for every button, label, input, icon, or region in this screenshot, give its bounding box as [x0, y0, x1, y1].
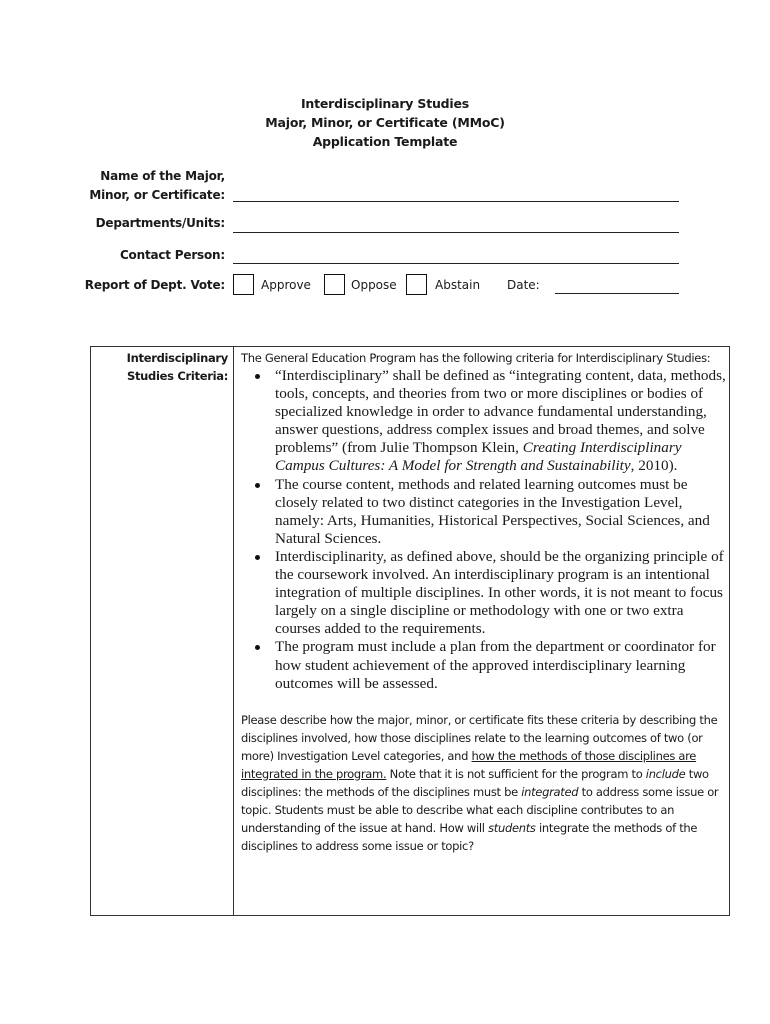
contact-field-label: Contact Person:	[119, 248, 225, 262]
title-line-3: Application Template	[312, 134, 458, 149]
criteria-item-organizing-principle: Interdisciplinarity, as defined above, should be the organizing principle of the coursework involved. An interdisciplinary program is an intentional integration of multiple disciplines. In other words, it is not meant to focus largely on a single discipline or methodology with one or two extra courses added to the requirements.	[241, 548, 727, 638]
criteria-list	[241, 367, 727, 693]
oppose-label: Oppose	[351, 278, 397, 292]
criteria-intro: The General Education Program has the following criteria for Interdisciplinary Studies:	[241, 351, 711, 365]
title-line-1: Interdisciplinary Studies	[300, 96, 470, 111]
oppose-checkbox[interactable]	[324, 274, 345, 295]
abstain-label: Abstain	[435, 278, 481, 292]
criteria-label	[91, 349, 228, 385]
criteria-label-line-1: Interdisciplinary	[126, 351, 228, 365]
describe-integrated-emphasis: integrated	[521, 784, 579, 799]
criteria-item-definition	[241, 367, 727, 476]
citation-book-title: Creating Interdisciplinary Campus Cultures: A Model for Strength and Sustainability	[275, 439, 682, 475]
criteria-label-line-2: Studies Criteria:	[126, 369, 228, 383]
citation-year: , 2010).	[630, 457, 678, 475]
date-field-line[interactable]	[555, 293, 679, 294]
name-field-label-line-1: Name of the Major,	[100, 169, 225, 183]
criteria-item-assessment-plan: The program must include a plan from the department or coordinator for how student achievement of the approved interdisciplinary learning outcomes will be assessed.	[241, 638, 727, 692]
describe-include-emphasis: include	[645, 766, 686, 781]
criteria-item-categories: The course content, methods and related learning outcomes must be closely related to two distinct categories in the Investigation Level, namely: Arts, Humanities, Historical Perspectives, Social Sciences, and Natural Sciences.	[241, 476, 727, 548]
departments-field-label: Departments/Units:	[95, 216, 225, 230]
approve-checkbox[interactable]	[233, 274, 254, 295]
departments-field-line[interactable]	[233, 232, 679, 233]
criteria-column-divider	[233, 347, 234, 915]
describe-students-emphasis: students	[488, 820, 536, 835]
date-label: Date:	[507, 278, 540, 292]
name-field-line[interactable]	[233, 201, 679, 202]
describe-underlined-text: how the methods of those disciplines are integrated in the program.	[241, 748, 697, 781]
name-field-label-line-2: Minor, or Certificate:	[89, 188, 225, 202]
describe-text-5: integrate the methods of the disciplines to address some issue or topic?	[241, 820, 698, 853]
document-title	[0, 94, 770, 151]
describe-text-4: to address some issue or topic. Students must be able to describe what each discipline contributes to an understanding of the issue at hand. How will	[241, 784, 719, 835]
describe-text-1: Please describe how the major, minor, or certificate fits these criteria by describing the disciplines involved, how those disciplines relate to the learning outcomes of two (or more) Investigation Level categories, and	[241, 712, 718, 763]
describe-instructions	[241, 711, 727, 855]
name-field-label	[89, 167, 225, 205]
criteria-item-definition-text: “Interdisciplinary” shall be defined as “integrating content, data, methods, tools, concepts, and theories from two or more disciplines or bodies of specialized knowledge in order to advance fundamental understanding, answer questions, address complex issues and broad themes, and solve problems” (from Julie Thompson Klein,	[275, 367, 726, 457]
describe-text-2: Note that it is not sufficient for the program to	[386, 766, 646, 781]
approve-label: Approve	[261, 278, 311, 292]
describe-text-3: two disciplines: the methods of the disciplines must be	[241, 766, 709, 799]
contact-field-line[interactable]	[233, 263, 679, 264]
criteria-table	[90, 346, 730, 916]
vote-field-label: Report of Dept. Vote:	[84, 278, 225, 292]
title-line-2: Major, Minor, or Certificate (MMoC)	[265, 115, 505, 130]
criteria-body[interactable]	[241, 349, 727, 855]
abstain-checkbox[interactable]	[406, 274, 427, 295]
